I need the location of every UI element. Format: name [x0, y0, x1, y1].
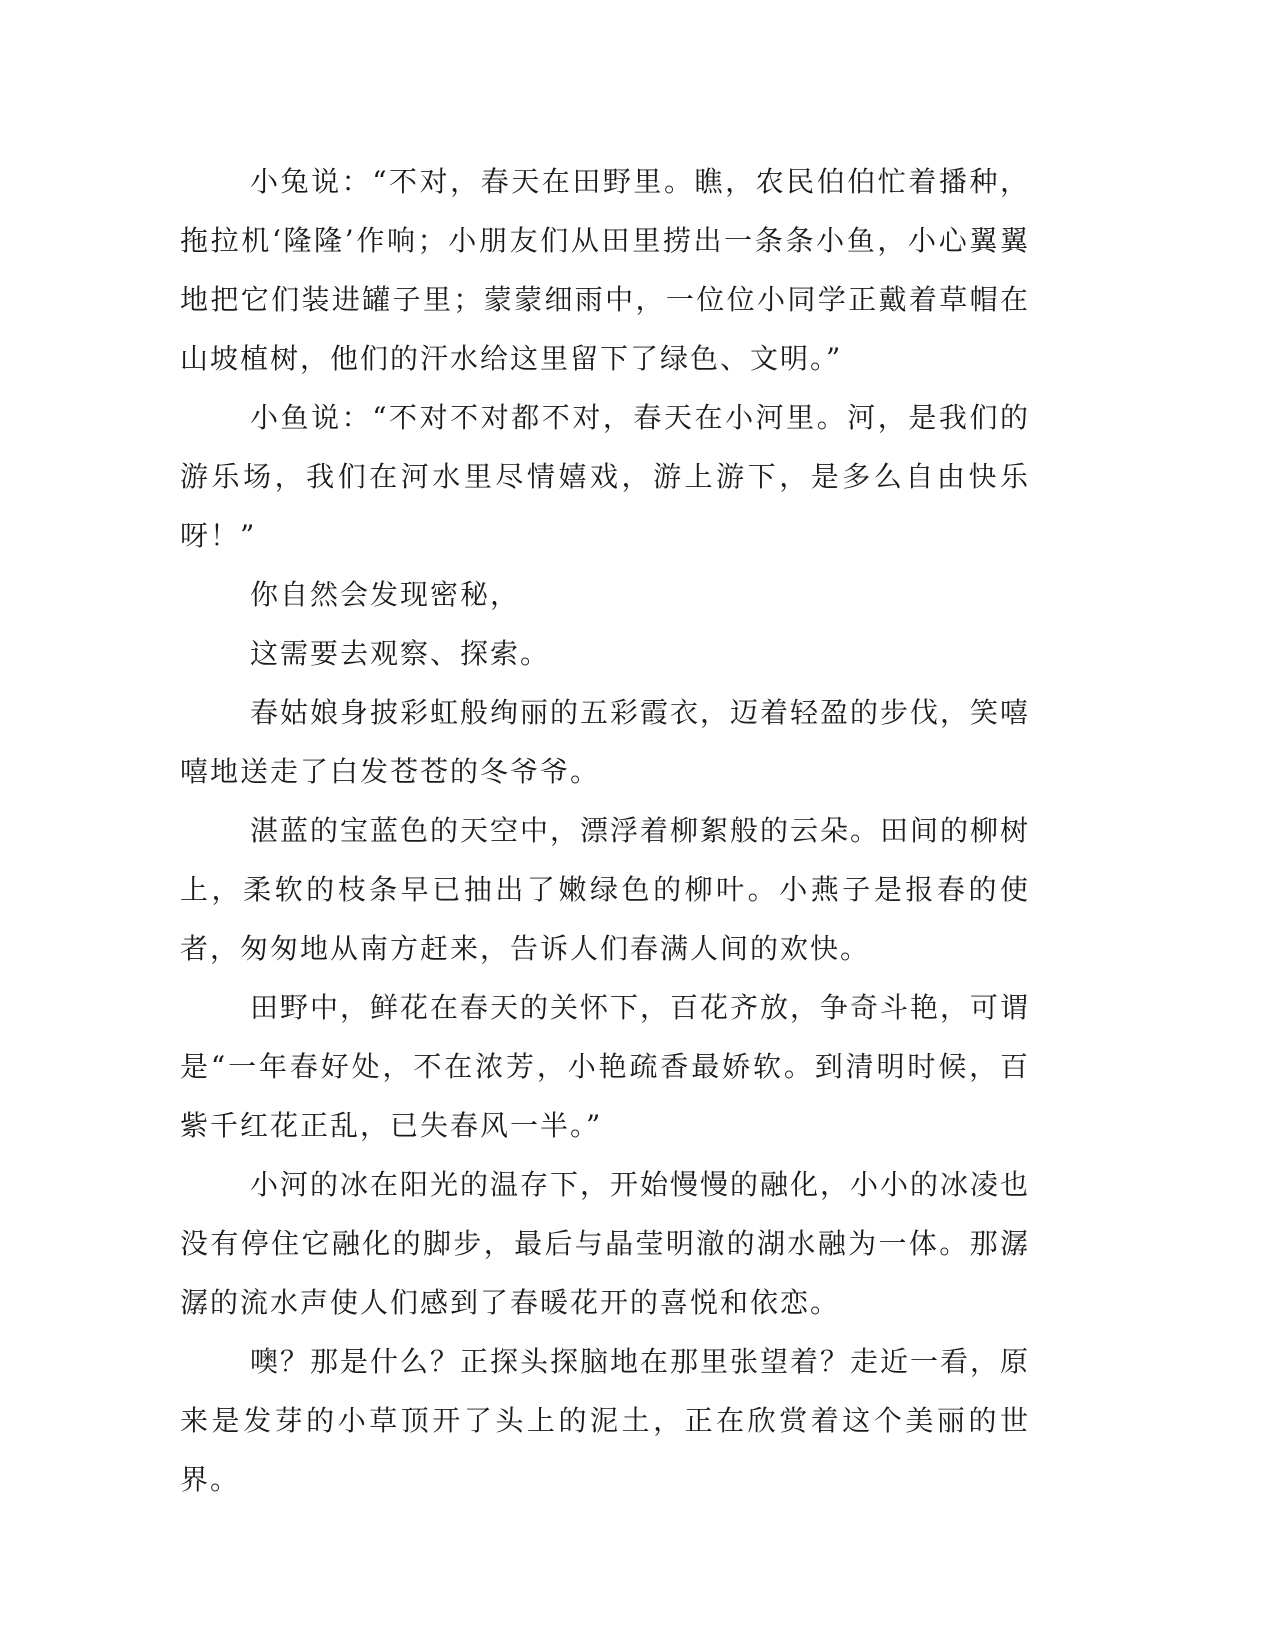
- paragraph-spring-girl: 春姑娘身披彩虹般绚丽的五彩霞衣，迈着轻盈的步伐，笑嘻嘻地送走了白发苍苍的冬爷爷。: [180, 696, 1031, 788]
- paragraph-fields: 田野中，鲜花在春天的关怀下，百花齐放，争奇斗艳，可谓是“一年春好处，不在浓芳，小艳疏香最娇软。到清明时候，百紫千红花正乱，已失春风一半。”: [180, 991, 1031, 1142]
- paragraph-secret: 你自然会发现密秘，: [250, 578, 521, 611]
- paragraph-river-ice: 小河的冰在阳光的温存下，开始慢慢的融化，小小的冰凌也没有停住它融化的脚步，最后与晶莹明澈的湖水融为一体。那潺潺的流水声使人们感到了春暖花开的喜悦和依恋。: [180, 1168, 1031, 1319]
- paragraph-rabbit: 小兔说：“不对，春天在田野里。瞧，农民伯伯忙着播种，拖拉机‘隆隆’作响；小朋友们从田里捞出一条条小鱼，小心翼翼地把它们装进罐子里；蒙蒙细雨中，一位位小同学正戴着草帽在山坡植树，他们的汗水给这里留下了绿色、文明。”: [180, 165, 1030, 375]
- paragraph-fish: 小鱼说：“不对不对都不对，春天在小河里。河，是我们的游乐场，我们在河水里尽情嬉戏，游上游下，是多么自由快乐呀！”: [180, 401, 1030, 552]
- paragraph-explore: 这需要去观察、探索。: [250, 637, 551, 670]
- paragraph-grass: 噢？那是什么？正探头探脑地在那里张望着？走近一看，原来是发芽的小草顶开了头上的泥土，正在欣赏着这个美丽的世界。: [180, 1345, 1031, 1496]
- document-body: [180, 152, 1030, 1509]
- paragraph-sky: 湛蓝的宝蓝色的天空中，漂浮着柳絮般的云朵。田间的柳树上，柔软的枝条早已抽出了嫩绿色的柳叶。小燕子是报春的使者，匆匆地从南方赶来，告诉人们春满人间的欢快。: [180, 814, 1031, 965]
